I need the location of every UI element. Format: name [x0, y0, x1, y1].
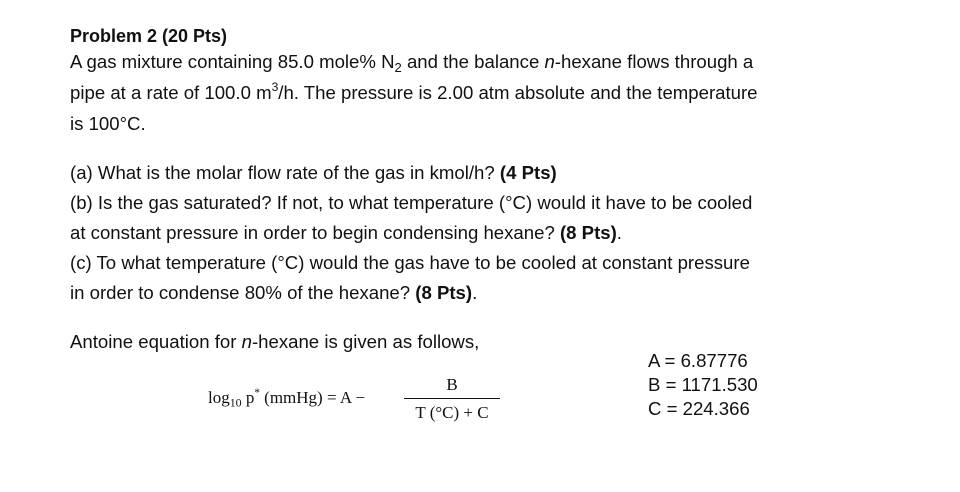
- equation-left-side: $\log_{10} p^*$ (mmHg) = A −: [208, 386, 366, 410]
- question-c-line-2: in order to condense 80% of the hexane? (8 Pts).: [70, 282, 478, 303]
- statement-line-2: pipe at a rate of 100.0 $m^3/h$. The pressure is 2.00 atm absolute and the temperature: [70, 80, 758, 103]
- italic-n: n: [544, 51, 555, 72]
- antoine-intro: Antoine equation for n-hexane is given as follows,: [70, 331, 480, 352]
- fraction-denominator: T (°C) + C: [415, 403, 489, 422]
- question-b-points: (8 Pts): [559, 222, 617, 243]
- question-b-line-1: (b) Is the gas saturated? If not, to what temperature (°C) would it have to be cooled: [70, 192, 753, 213]
- problem-statement: [70, 49, 882, 136]
- question-a: (a) What is the molar flow rate of the gas in kmol/h? (4 Pts): [70, 162, 557, 183]
- fraction-bar: [404, 398, 500, 399]
- question-list: [70, 158, 882, 308]
- statement-line-1: A gas mixture containing 85.0 mole% $N_2$ and the balance n-hexane flows through a: [70, 51, 754, 75]
- question-a-points: (4 Pts): [499, 162, 557, 183]
- constant-b: B = 1171.530: [648, 374, 758, 395]
- italic-n: n: [241, 331, 252, 352]
- question-b-line-2: at constant pressure in order to begin condensing hexane? (8 Pts).: [70, 222, 622, 243]
- antoine-constants: [648, 349, 758, 421]
- fraction-numerator: B: [446, 375, 458, 394]
- statement-line-3: is 100°C.: [70, 112, 146, 134]
- problem-title: Problem 2 (20 Pts): [70, 26, 228, 46]
- constant-c: C = 224.366: [648, 398, 750, 419]
- constant-a: A = 6.87776: [648, 350, 748, 371]
- cubic-superscript: 3: [271, 80, 279, 95]
- equation-fraction: [404, 374, 500, 424]
- n2-subscript: 2: [394, 59, 402, 75]
- question-c-points: (8 Pts): [415, 282, 473, 303]
- question-c-line-1: (c) To what temperature (°C) would the gas have to be cooled at constant pressure: [70, 252, 750, 273]
